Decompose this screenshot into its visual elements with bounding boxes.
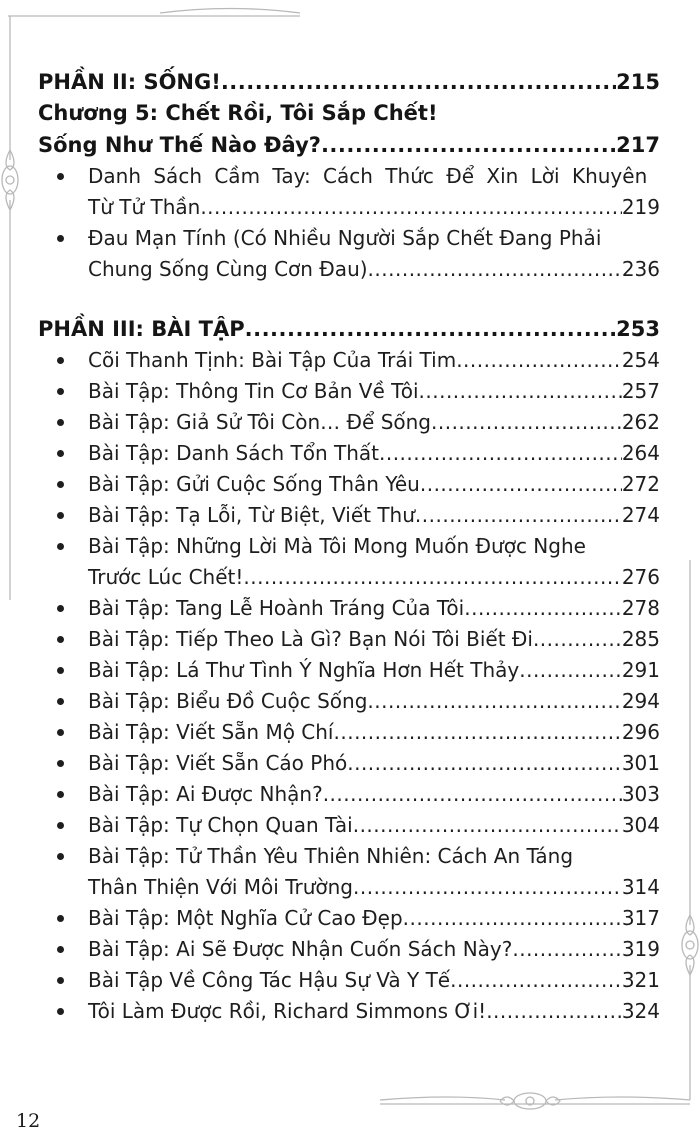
page-ref: 301	[621, 751, 660, 775]
dot-leader	[221, 66, 616, 98]
page-ref: 317	[621, 906, 660, 930]
dot-leader	[243, 562, 621, 593]
item-title: Bài Tập: Ai Được Nhận?	[88, 782, 323, 806]
item-title-line1: Đau Mạn Tính (Có Nhiều Người Sắp Chết Đang Phải	[88, 226, 602, 250]
item-title-line2: Trước Lúc Chết!	[88, 565, 244, 589]
toc-item[interactable]	[38, 965, 660, 996]
page-ref: 264	[621, 441, 660, 465]
dot-leader	[419, 376, 622, 407]
toc-item[interactable]	[38, 934, 660, 965]
bullet-icon	[57, 450, 64, 457]
dot-leader	[353, 810, 622, 841]
toc-item[interactable]	[38, 810, 660, 841]
page-ref: 314	[621, 875, 660, 899]
toc-item[interactable]	[38, 593, 660, 624]
dot-leader	[347, 748, 622, 779]
item-title: Bài Tập: Giả Sử Tôi Còn… Để Sống	[88, 410, 431, 434]
dot-leader	[403, 903, 622, 934]
toc-item[interactable]	[38, 655, 660, 686]
page-ref: 254	[621, 348, 660, 372]
toc-item[interactable]	[38, 438, 660, 469]
page-ref: 319	[621, 937, 660, 961]
page-ref: 236	[621, 257, 660, 281]
item-title: Bài Tập: Tự Chọn Quan Tài	[88, 813, 353, 837]
toc-item[interactable]	[38, 903, 660, 934]
item-title: Bài Tập: Gửi Cuộc Sống Thân Yêu	[88, 472, 420, 496]
dot-leader	[450, 965, 622, 996]
toc-item[interactable]	[38, 748, 660, 779]
toc-item[interactable]	[38, 996, 660, 1027]
bullet-icon	[57, 822, 64, 829]
bullet-icon	[57, 853, 64, 860]
part-title: PHẦN III: BÀI TẬP	[38, 317, 245, 341]
page-ref: 304	[621, 813, 660, 837]
bullet-icon	[57, 419, 64, 426]
item-title-line2: Chung Sống Cùng Cơn Đau)	[88, 257, 368, 281]
page-ref: 321	[621, 968, 660, 992]
bullet-icon	[57, 946, 64, 953]
toc-item[interactable]	[38, 841, 660, 903]
bullet-icon	[57, 605, 64, 612]
bullet-icon	[57, 667, 64, 674]
dot-leader	[321, 129, 616, 161]
page-ref: 262	[621, 410, 660, 434]
dot-leader	[456, 345, 622, 376]
bullet-icon	[57, 698, 64, 705]
item-title: Bài Tập: Danh Sách Tổn Thất	[88, 441, 379, 465]
toc-part-2[interactable]	[38, 66, 660, 98]
page-ref: 219	[621, 195, 660, 219]
item-title-line2: Thân Thiện Với Môi Trường	[88, 875, 353, 899]
item-title: Bài Tập: Lá Thư Tình Ý Nghĩa Hơn Hết Thảy	[88, 658, 520, 682]
item-title-line2: Từ Tử Thần	[88, 195, 201, 219]
item-title: Tôi Làm Được Rồi, Richard Simmons Ơi!	[88, 999, 487, 1023]
page-ref: 294	[621, 689, 660, 713]
page-ref: 296	[621, 720, 660, 744]
dot-leader	[379, 438, 622, 469]
part-title: PHẦN II: SỐNG!	[38, 70, 221, 94]
toc-item[interactable]	[38, 779, 660, 810]
page-ref: 253	[616, 317, 660, 341]
page-ref: 303	[621, 782, 660, 806]
toc-item[interactable]	[38, 345, 660, 376]
toc-chapter-5[interactable]	[38, 129, 660, 161]
toc-item[interactable]	[38, 531, 660, 593]
bullet-icon	[57, 977, 64, 984]
bullet-icon	[57, 636, 64, 643]
page-ref: 278	[621, 596, 660, 620]
section-gap	[38, 285, 660, 313]
dot-leader	[200, 192, 621, 223]
page-ref: 272	[621, 472, 660, 496]
toc-item[interactable]	[38, 407, 660, 438]
dot-leader	[486, 996, 622, 1027]
dot-leader	[367, 686, 621, 717]
dot-leader	[431, 407, 622, 438]
bullet-icon	[57, 760, 64, 767]
bullet-icon	[57, 543, 64, 550]
part-2-item-list	[38, 161, 660, 285]
bullet-icon	[57, 173, 64, 180]
toc-item[interactable]	[38, 376, 660, 407]
bullet-icon	[57, 915, 64, 922]
item-title: Bài Tập: Viết Sẵn Cáo Phó	[88, 751, 348, 775]
toc-part-3[interactable]	[38, 313, 660, 345]
page-ref: 257	[621, 379, 660, 403]
toc-item[interactable]	[38, 500, 660, 531]
toc-item[interactable]	[38, 223, 660, 285]
dot-leader	[245, 313, 617, 345]
item-title-line1: Danh Sách Cầm Tay: Cách Thức Để Xin Lời Khuyên	[88, 164, 648, 188]
page-ref: 276	[621, 565, 660, 589]
bullet-icon	[57, 1008, 64, 1015]
bullet-icon	[57, 235, 64, 242]
item-title-line1: Bài Tập: Những Lời Mà Tôi Mong Muốn Được Nghe	[88, 534, 586, 558]
page-ref: 215	[616, 70, 660, 94]
page-ref: 291	[621, 658, 660, 682]
toc-item[interactable]	[38, 686, 660, 717]
page-ref: 274	[621, 503, 660, 527]
item-title: Cõi Thanh Tịnh: Bài Tập Của Trái Tim	[88, 348, 457, 372]
bullet-icon	[57, 357, 64, 364]
item-title: Bài Tập: Thông Tin Cơ Bản Về Tôi	[88, 379, 419, 403]
chapter-subtitle: Sống Như Thế Nào Đây?	[38, 133, 321, 157]
item-title: Bài Tập: Tiếp Theo Là Gì? Bạn Nói Tôi Biết Đi	[88, 627, 533, 651]
dot-leader	[519, 655, 622, 686]
bullet-icon	[57, 481, 64, 488]
part-3-item-list	[38, 345, 660, 1027]
bullet-icon	[57, 729, 64, 736]
toc-item[interactable]	[38, 469, 660, 500]
item-title: Bài Tập: Một Nghĩa Cử Cao Đẹp	[88, 906, 403, 930]
bullet-icon	[57, 388, 64, 395]
dot-leader	[464, 593, 622, 624]
item-title: Bài Tập: Tạ Lỗi, Từ Biệt, Viết Thư	[88, 503, 415, 527]
item-title: Bài Tập: Biểu Đồ Cuộc Sống	[88, 689, 368, 713]
bullet-icon	[57, 512, 64, 519]
item-title: Bài Tập: Tang Lễ Hoành Tráng Của Tôi	[88, 596, 465, 620]
dot-leader	[415, 500, 622, 531]
item-title: Bài Tập: Ai Sẽ Được Nhận Cuốn Sách Này?	[88, 937, 513, 961]
item-title: Bài Tập Về Công Tác Hậu Sự Và Y Tế	[88, 968, 451, 992]
item-title: Bài Tập: Viết Sẵn Mộ Chí	[88, 720, 334, 744]
toc-item[interactable]	[38, 624, 660, 655]
dot-leader	[533, 624, 622, 655]
page-ref: 285	[621, 627, 660, 651]
page-ref: 324	[621, 999, 660, 1023]
dot-leader	[323, 779, 622, 810]
item-title-line1: Bài Tập: Tử Thần Yêu Thiên Nhiên: Cách An Táng	[88, 844, 574, 868]
table-of-contents	[38, 66, 660, 1027]
dot-leader	[353, 872, 622, 903]
dot-leader	[334, 717, 622, 748]
dot-leader	[420, 469, 622, 500]
toc-chapter-5-title[interactable]: Chương 5: Chết Rồi, Tôi Sắp Chết!	[38, 101, 438, 125]
dot-leader	[368, 254, 622, 285]
bullet-icon	[57, 791, 64, 798]
toc-item[interactable]	[38, 717, 660, 748]
page-number: 12	[16, 1110, 41, 1132]
page-ref: 217	[616, 133, 660, 157]
toc-item[interactable]	[38, 161, 660, 223]
dot-leader	[512, 934, 621, 965]
